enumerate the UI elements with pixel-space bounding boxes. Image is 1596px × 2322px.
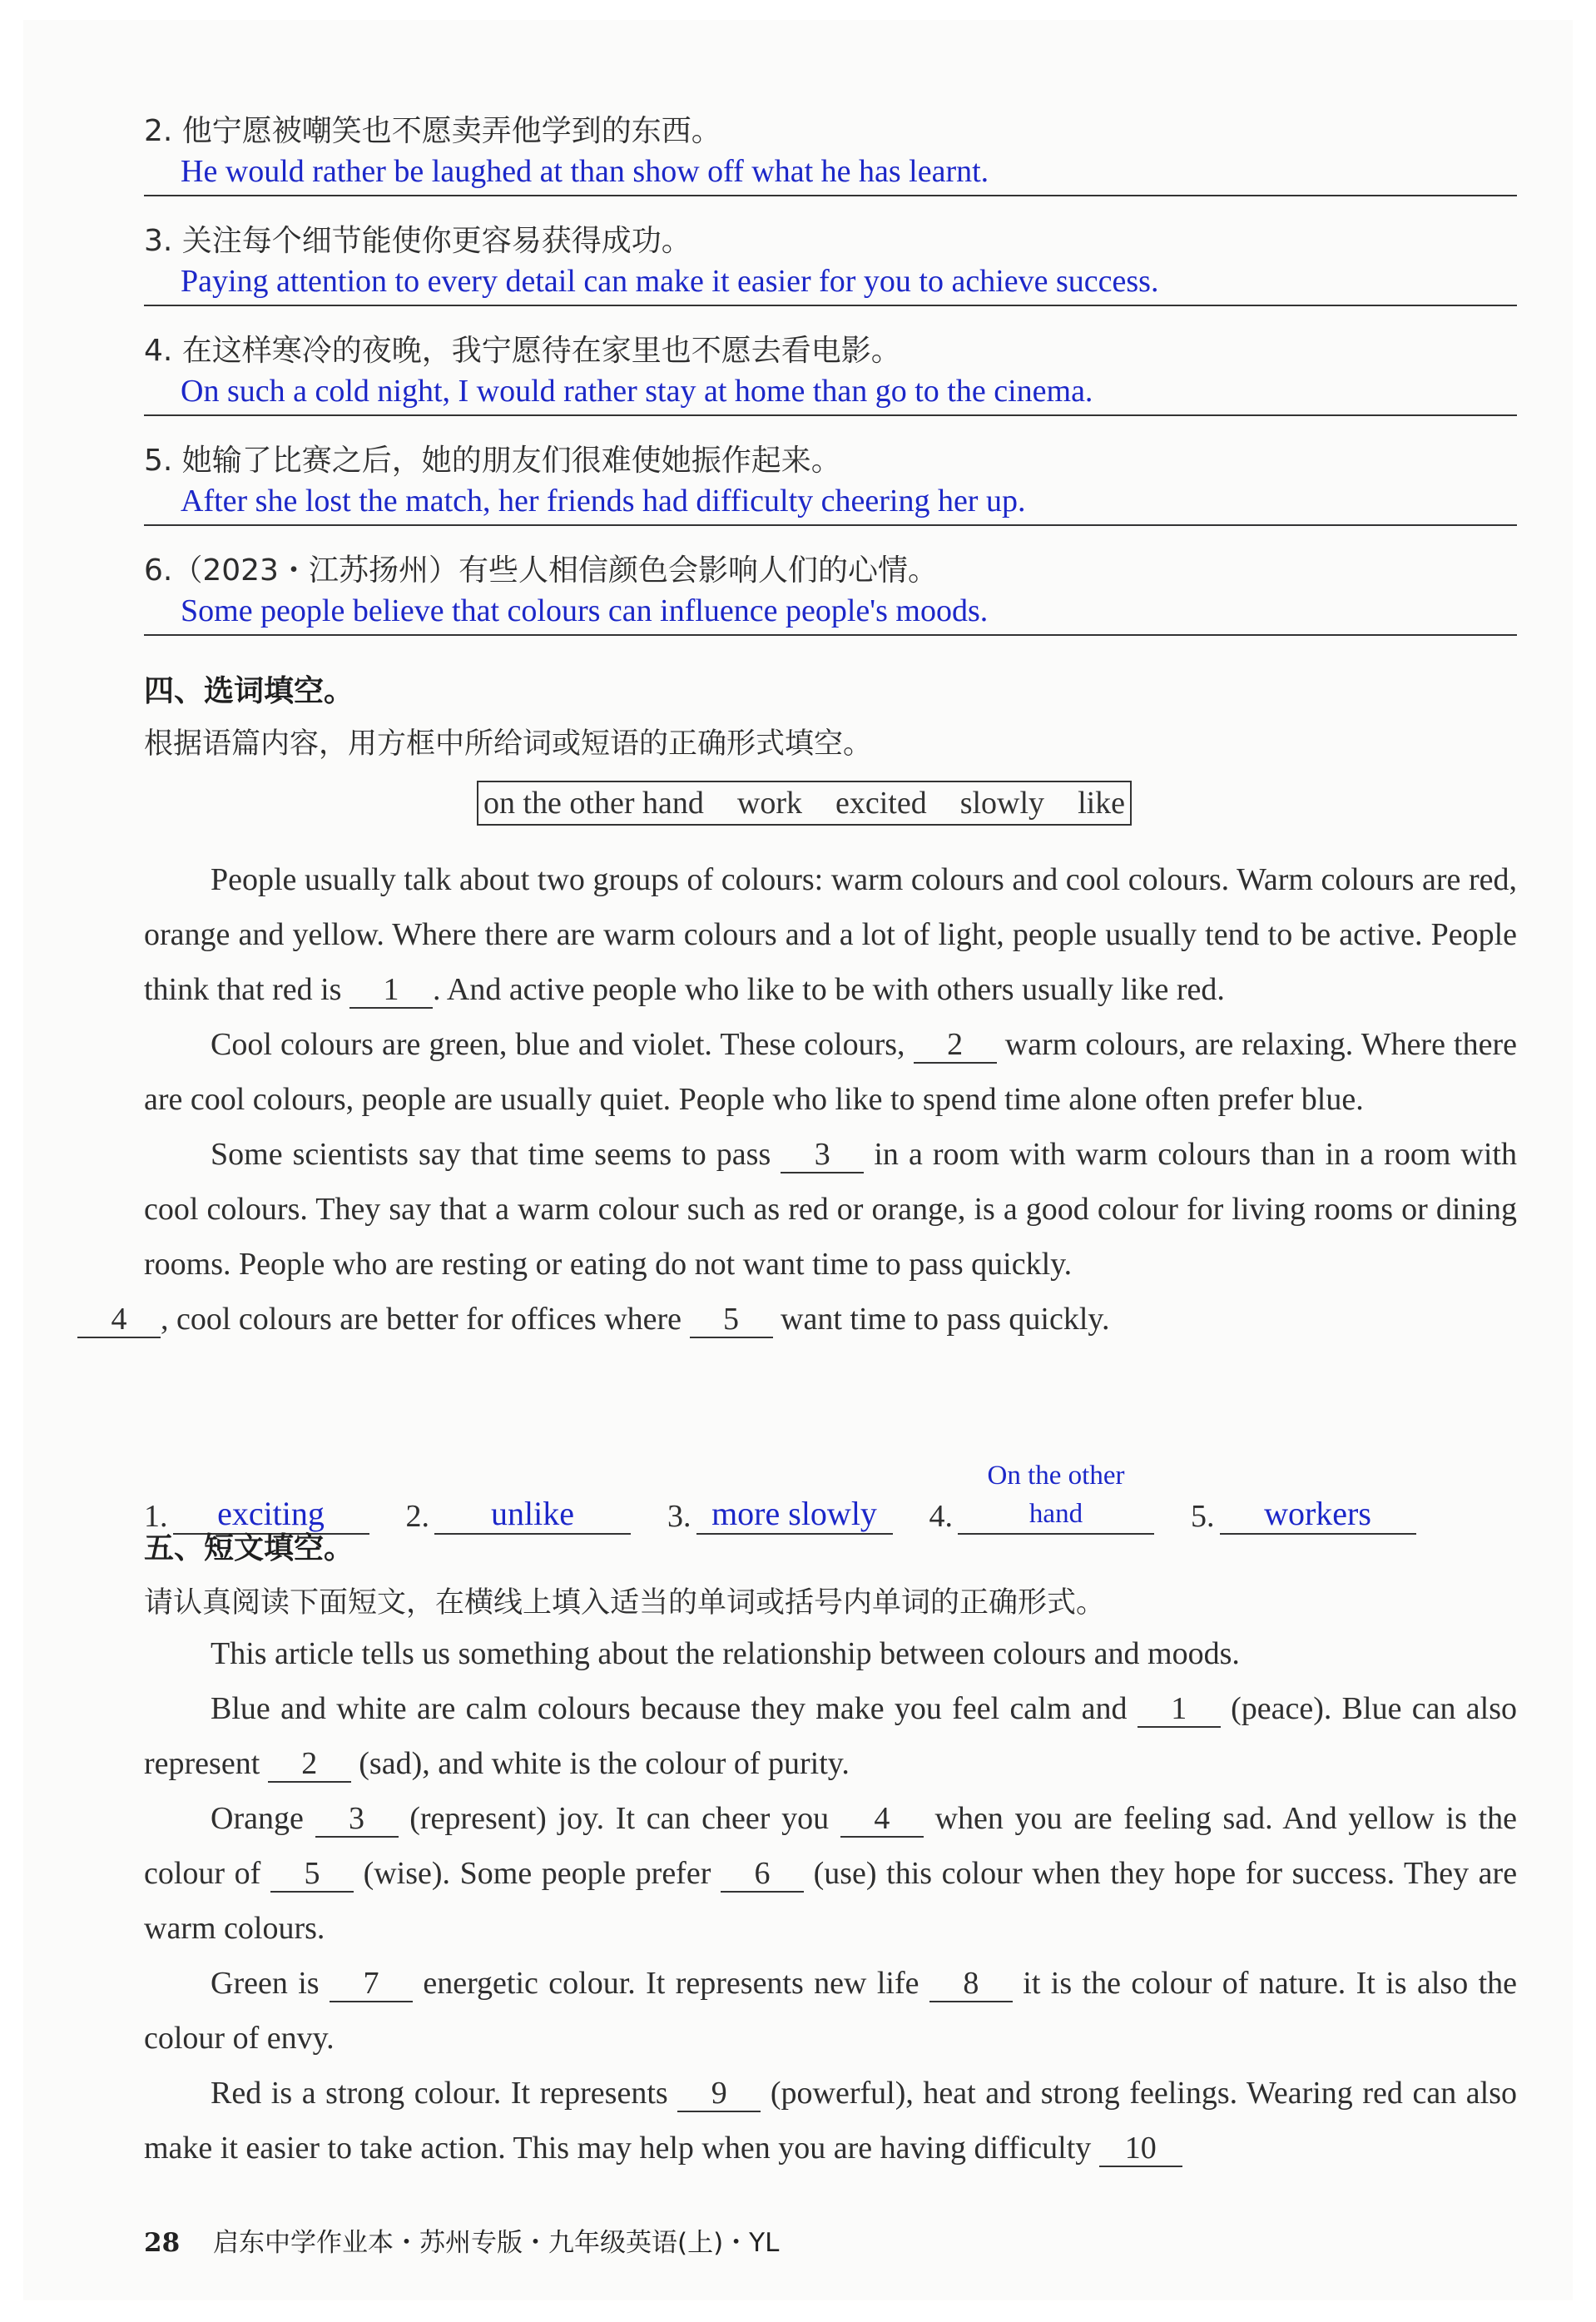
answer-value: unlike bbox=[434, 1495, 631, 1535]
blank: 6 bbox=[721, 1856, 804, 1893]
blank: 1 bbox=[1138, 1691, 1221, 1728]
english-answer: After she lost the match, her friends had difficulty cheering her up. bbox=[144, 481, 1517, 526]
answer-value: workers bbox=[1220, 1495, 1416, 1535]
blank: 5 bbox=[690, 1302, 773, 1338]
page-number: 28 bbox=[144, 2228, 181, 2258]
english-answer: On such a cold night, I would rather stay at home than go to the cinema. bbox=[144, 371, 1517, 416]
blank: 3 bbox=[781, 1137, 864, 1173]
section-4-heading: 四、选词填空。 bbox=[144, 674, 354, 708]
section-4-instruction: 根据语篇内容，用方框中所给词或短语的正确形式填空。 bbox=[144, 727, 873, 761]
paragraph: People usually talk about two groups of colours: warm colours and cool colours. Warm colours are red, orange and yellow. Where there are warm colours and a lot of light, people usually tend to be active. People think that red is 1 . And active people who like to be with others usually like red. bbox=[144, 862, 1517, 1007]
page-footer bbox=[144, 2221, 779, 2259]
blank: 7 bbox=[330, 1966, 413, 2002]
answer-slot: 2. unlike bbox=[406, 1456, 632, 1535]
paragraph: Cool colours are green, blue and violet. These colours, 2 warm colours, are relaxing. Where there are cool colours, people are usually quiet. People who like to spend time alone often prefer blue. bbox=[144, 1027, 1517, 1117]
paragraph: This article tells us something about the relationship between colours and moods. bbox=[211, 1636, 1240, 1671]
answer-value: more slowly bbox=[696, 1495, 893, 1535]
paragraph: Green is 7 energetic colour. It represents new life 8 it is the colour of nature. It is also the colour of envy. bbox=[144, 1966, 1518, 2056]
book-title: 启东中学作业本・苏州专版・九年级英语(上)・YL bbox=[213, 2228, 780, 2258]
section-4-answers bbox=[144, 1456, 1517, 1535]
translation-item bbox=[144, 441, 1517, 526]
answer-slot: 4. On the other hand bbox=[929, 1456, 1155, 1535]
word-option: on the other hand bbox=[483, 786, 704, 821]
word-option: slowly bbox=[959, 786, 1045, 821]
chinese-sentence: 2. 他宁愿被嘲笑也不愿卖弄他学到的东西。 bbox=[144, 114, 721, 148]
blank: 5 bbox=[270, 1856, 354, 1893]
answer-slot: 3. more slowly bbox=[667, 1456, 893, 1535]
blank: 9 bbox=[677, 2076, 761, 2112]
chinese-sentence: 6.（2023・江苏扬州）有些人相信颜色会影响人们的心情。 bbox=[144, 553, 938, 588]
translation-item bbox=[144, 551, 1517, 636]
blank: 2 bbox=[268, 1746, 351, 1783]
word-option: like bbox=[1078, 786, 1126, 821]
answer-slot: 5. workers bbox=[1191, 1456, 1416, 1535]
english-answer: Some people believe that colours can influence people's moods. bbox=[144, 591, 1517, 636]
paragraph: Orange 3 (represent) joy. It can cheer you 4 when you are feeling sad. And yellow is the colour of 5 (wise). Some people prefer 6 (use) this colour when they hope for success. They are warm colours. bbox=[144, 1801, 1518, 1946]
blank: 10 bbox=[1099, 2131, 1182, 2167]
translation-item bbox=[144, 221, 1517, 306]
translation-item bbox=[144, 331, 1517, 416]
word-option: excited bbox=[835, 786, 927, 821]
chinese-sentence: 3. 关注每个细节能使你更容易获得成功。 bbox=[144, 224, 691, 258]
section-5-instruction: 请认真阅读下面短文，在横线上填入适当的单词或括号内单词的正确形式。 bbox=[144, 1586, 1106, 1620]
word-box bbox=[477, 781, 1132, 826]
blank: 8 bbox=[929, 1966, 1013, 2002]
chinese-sentence: 4. 在这样寒冷的夜晚，我宁愿待在家里也不愿去看电影。 bbox=[144, 334, 901, 368]
english-answer: Paying attention to every detail can make it easier for you to achieve success. bbox=[144, 261, 1517, 306]
section-4-passage bbox=[111, 852, 1517, 1347]
english-answer: He would rather be laughed at than show off what he has learnt. bbox=[144, 151, 1517, 196]
blank: 2 bbox=[914, 1027, 997, 1064]
blank: 4 bbox=[77, 1302, 161, 1338]
blank: 4 bbox=[840, 1801, 924, 1838]
answer-value: exciting bbox=[173, 1495, 369, 1535]
word-option: work bbox=[736, 786, 802, 821]
worksheet-page bbox=[23, 20, 1573, 2300]
answer-slot: 1. exciting bbox=[144, 1456, 369, 1535]
blank: 1 bbox=[349, 972, 433, 1009]
translation-item bbox=[144, 112, 1517, 196]
section-5-passage bbox=[144, 1626, 1517, 2176]
blank: 3 bbox=[315, 1801, 399, 1838]
paragraph: Red is a strong colour. It represents 9 (powerful), heat and strong feelings. Wearing red can also make it easier to take action. This may help when you are having difficulty 10 bbox=[144, 2076, 1518, 2166]
answer-value: On the other hand bbox=[958, 1456, 1154, 1535]
chinese-sentence: 5. 她输了比赛之后，她的朋友们很难使她振作起来。 bbox=[144, 444, 841, 478]
section-5-heading: 五、短文填空。 bbox=[144, 1531, 354, 1565]
paragraph: Some scientists say that time seems to pass 3 in a room with warm colours than in a room with cool colours. They say that a warm colour such as red or orange, is a good colour for living rooms or dining rooms. People who are resting or eating do not want time to pass quickly. 4 , cool colours are better for offices where 5 want time to pass quickly. bbox=[144, 1127, 1517, 1347]
paragraph: Blue and white are calm colours because they make you feel calm and 1 (peace). Blue can also represent 2 (sad), and white is the colour of purity. bbox=[144, 1691, 1517, 1781]
